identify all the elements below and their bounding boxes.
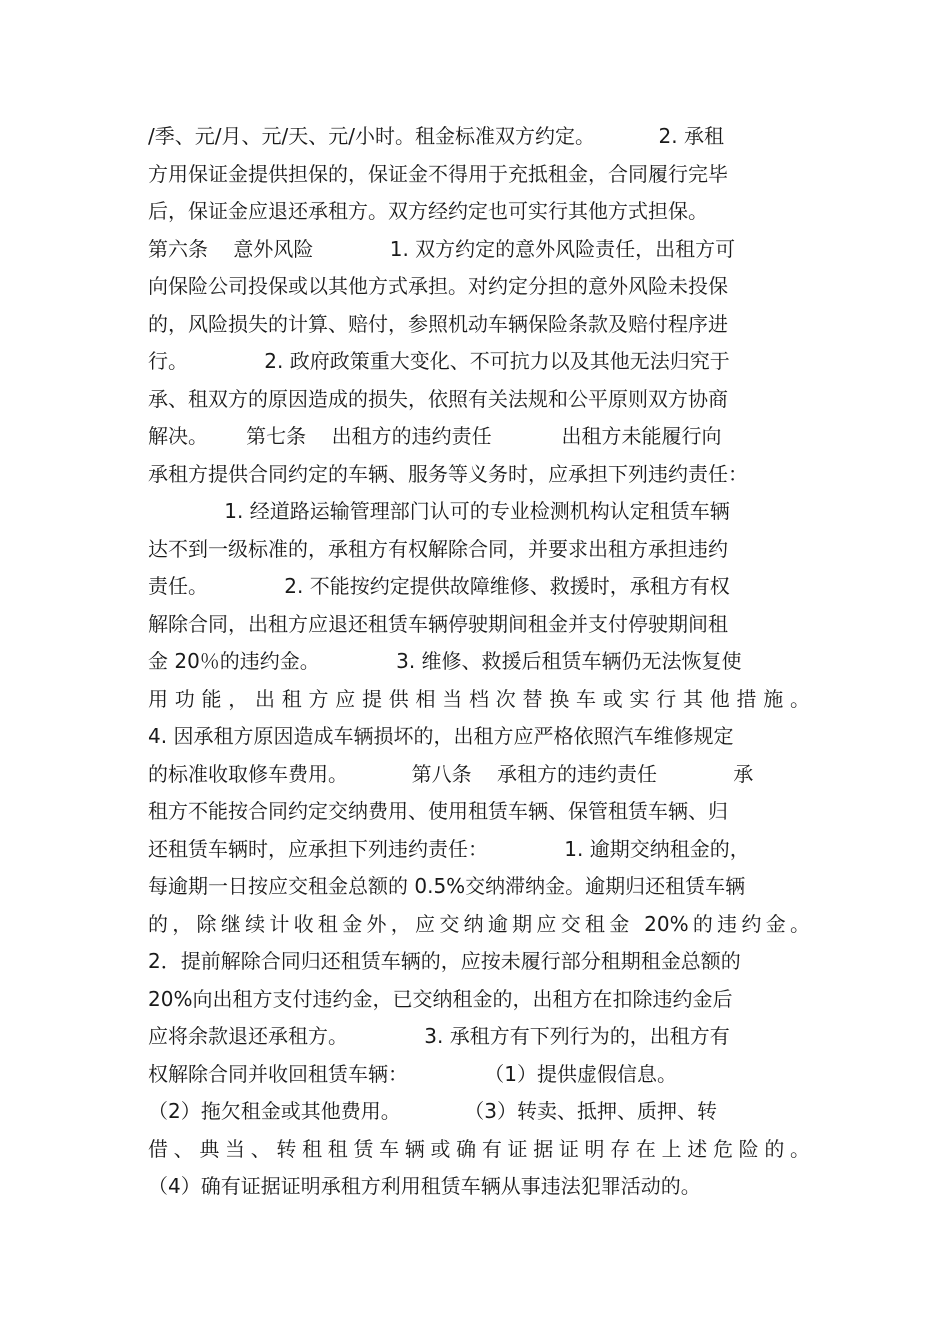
text-line: 用功能，出租方应提供相当档次替换车或实行其他措施。 xyxy=(148,686,810,711)
text-line: 达不到一级标准的，承租方有权解除合同，并要求出租方承担违约 xyxy=(148,536,728,561)
text-line: 后，保证金应退还承租方。双方经约定也可实行其他方式担保。 xyxy=(148,199,708,223)
contract-body-text xyxy=(148,118,810,1206)
text-line: 还租赁车辆时，应承担下列违约责任： 1. 逾期交纳租金的， xyxy=(148,836,750,861)
text-line: /季、元/月、元/天、元/小时。租金标准双方约定。 2. 承租 xyxy=(148,124,724,148)
text-line: 1. 经道路运输管理部门认可的专业检测机构认定租赁车辆 xyxy=(148,499,730,523)
text-line: 的，除继续计收租金外，应交纳逾期应交租金 20%的违约金。 xyxy=(148,911,810,936)
text-line: 责任。 2. 不能按约定提供故障维修、救援时，承租方有权 xyxy=(148,574,730,598)
text-line: 20%向出租方支付违约金，已交纳租金的，出租方在扣除违约金后 xyxy=(148,986,733,1011)
text-line: 向保险公司投保或以其他方式承担。对约定分担的意外风险未投保 xyxy=(148,274,728,298)
text-line: 应将余款退还承租方。 3. 承租方有下列行为的，出租方有 xyxy=(148,1024,730,1048)
text-line: 行。 2. 政府政策重大变化、不可抗力以及其他无法归究于 xyxy=(148,349,730,373)
text-line: 权解除合同并收回租赁车辆： （1）提供虚假信息。 xyxy=(148,1061,678,1086)
text-line: 租方不能按合同约定交纳费用、使用租赁车辆、保管租赁车辆、归 xyxy=(148,799,728,823)
text-line: 金 20％的违约金。 3. 维修、救援后租赁车辆仍无法恢复使 xyxy=(148,649,742,673)
text-line: 借、典当、转租租赁车辆或确有证据证明存在上述危险的。 xyxy=(148,1136,810,1161)
text-line: 每逾期一日按应交租金总额的 0.5%交纳滞纳金。逾期归还租赁车辆 xyxy=(148,874,746,898)
text-line: 第六条 意外风险 1. 双方约定的意外风险责任，出租方可 xyxy=(148,236,736,261)
text-line: 承、租双方的原因造成的损失，依照有关法规和公平原则双方协商 xyxy=(148,386,728,411)
text-line: （2）拖欠租金或其他费用。 （3）转卖、抵押、质押、转 xyxy=(148,1099,718,1123)
text-line: 的标准收取修车费用。 第八条 承租方的违约责任 承 xyxy=(148,761,754,786)
text-line: 解除合同，出租方应退还租赁车辆停驶期间租金并支付停驶期间租 xyxy=(148,611,728,636)
text-line: 的，风险损失的计算、赔付，参照机动车辆保险条款及赔付程序进 xyxy=(148,311,728,336)
text-line: 解决。 第七条 出租方的违约责任 出租方未能履行向 xyxy=(148,424,722,448)
text-line: 承租方提供合同约定的车辆、服务等义务时，应承担下列违约责任： xyxy=(148,461,748,486)
text-line: 2．提前解除合同归还租赁车辆的，应按未履行部分租期租金总额的 xyxy=(148,949,741,973)
text-line: 4. 因承租方原因造成车辆损坏的，出租方应严格依照汽车维修规定 xyxy=(148,724,734,748)
text-line: 方用保证金提供担保的，保证金不得用于充抵租金，合同履行完毕 xyxy=(148,161,728,186)
text-line: （4）确有证据证明承租方利用租赁车辆从事违法犯罪活动的。 xyxy=(148,1174,701,1198)
